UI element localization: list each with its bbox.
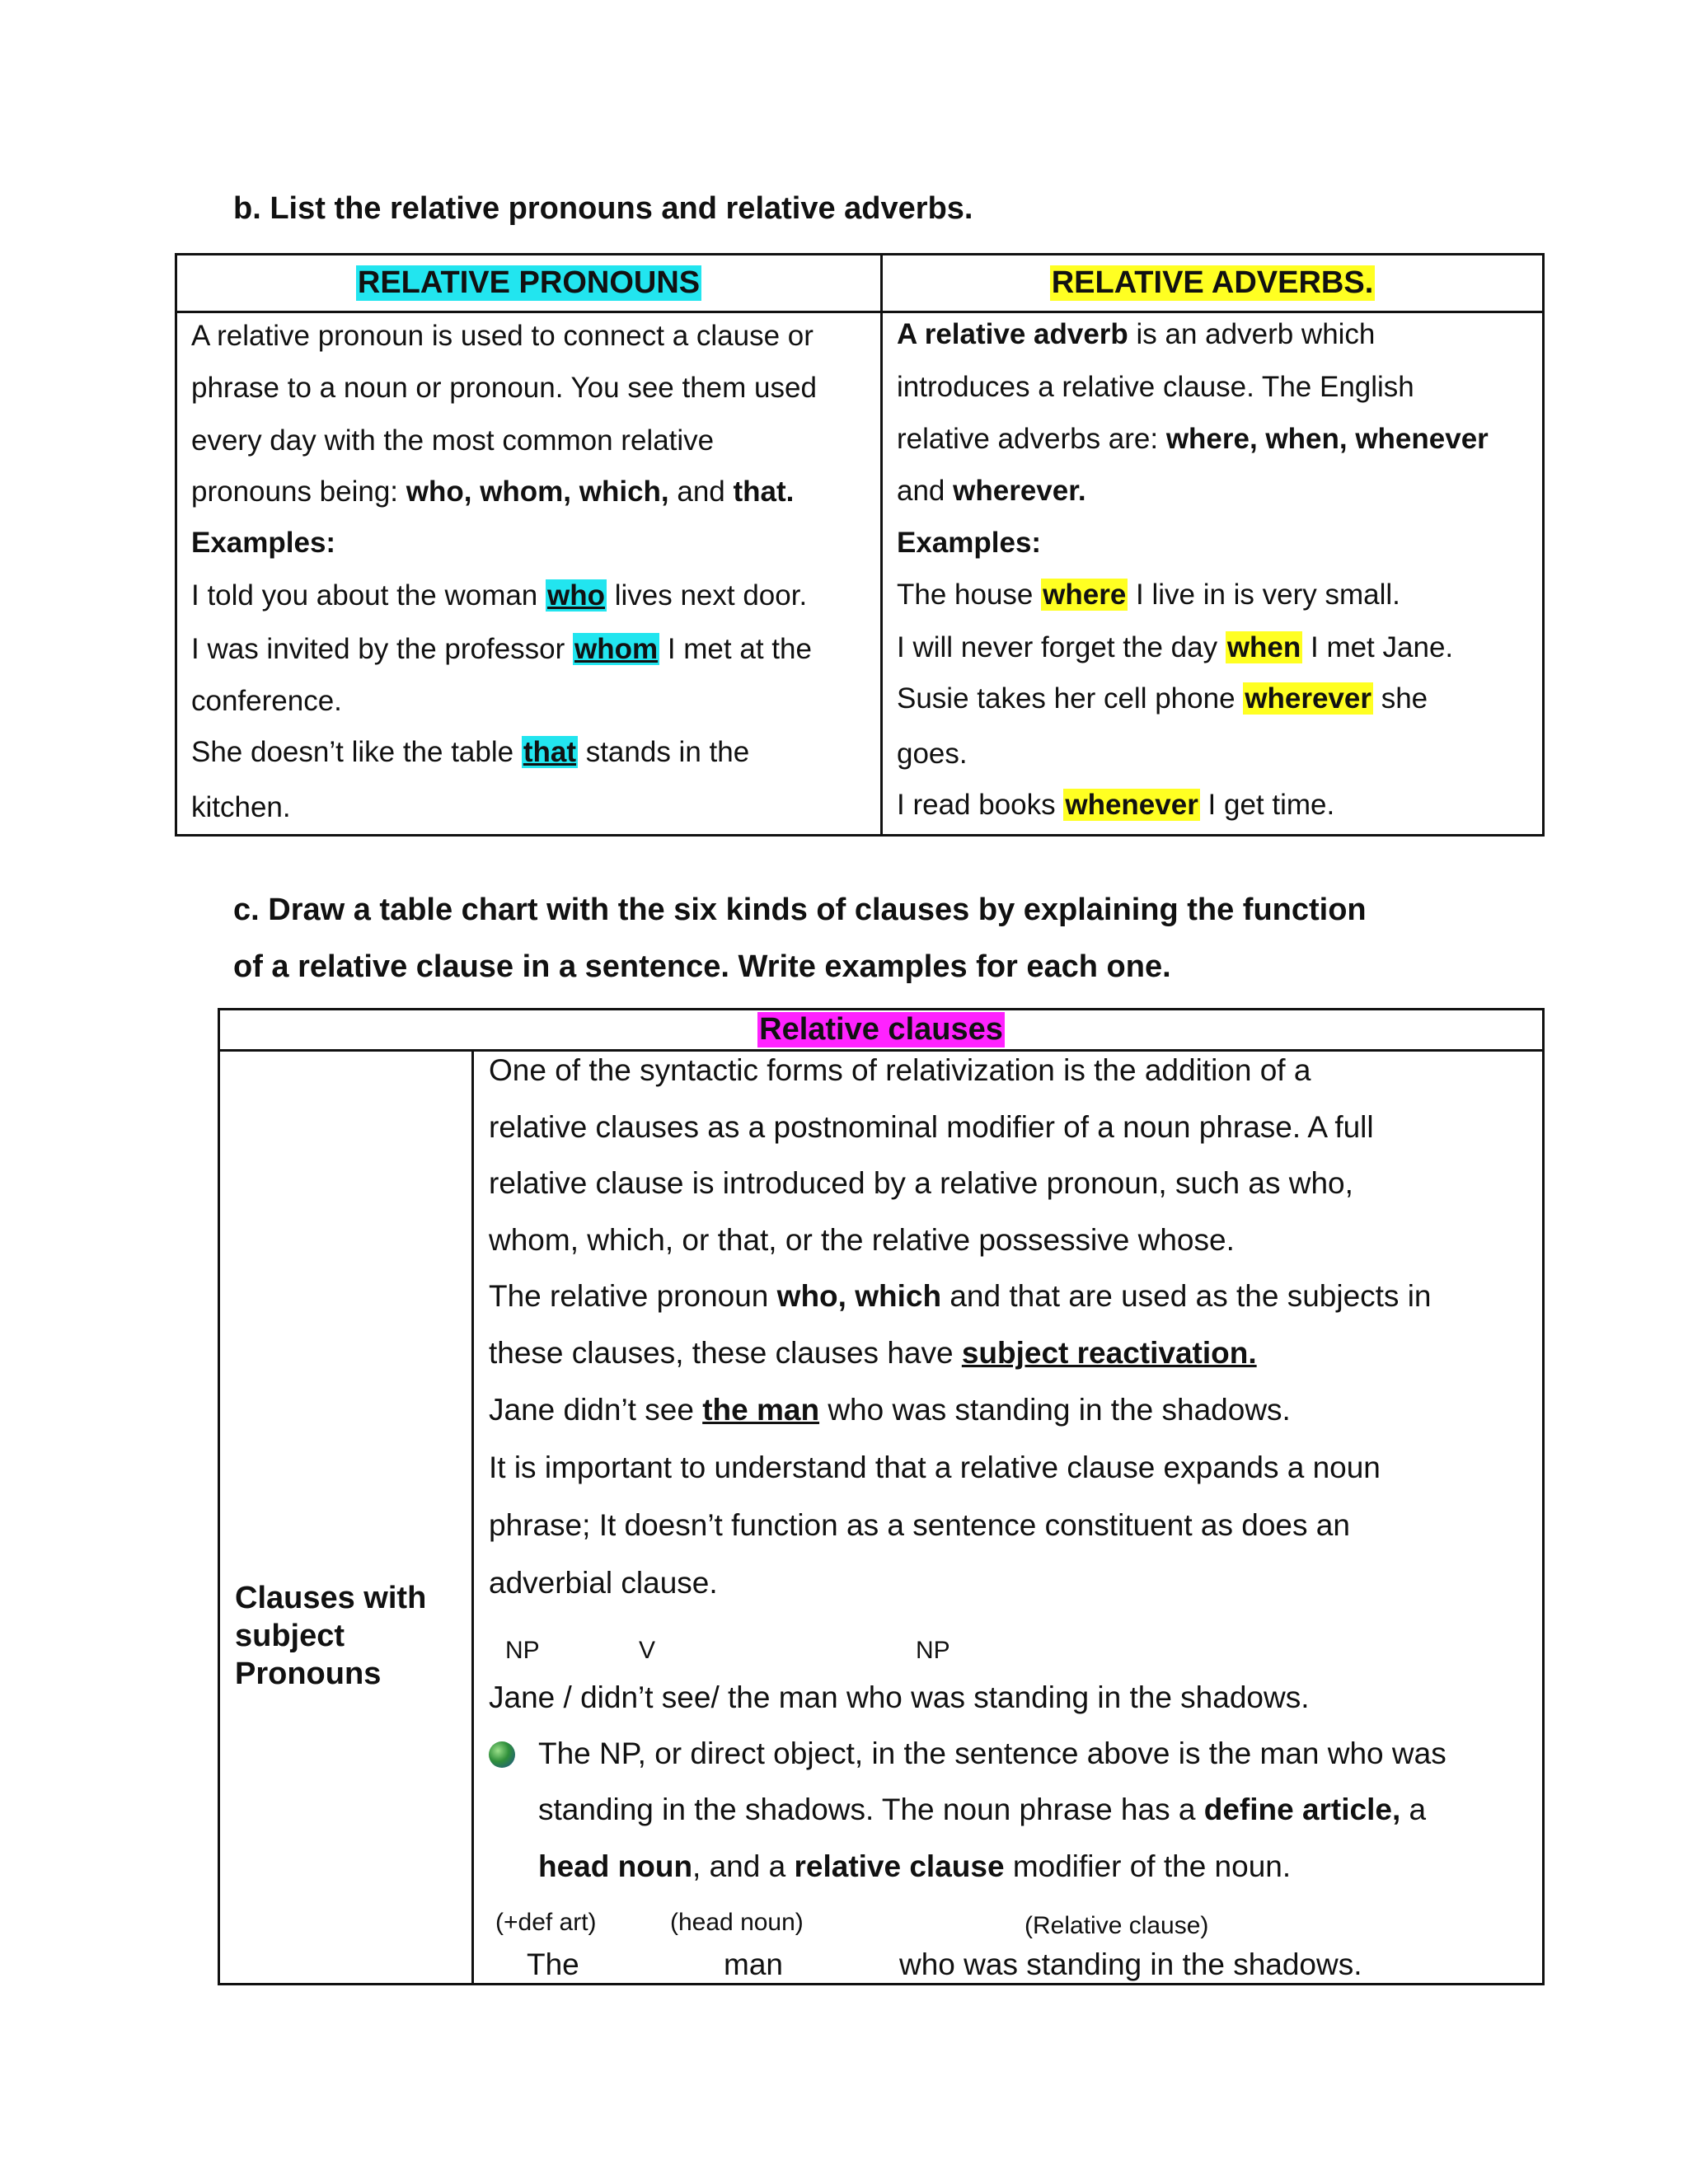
body-line: whom, which, or that, or the relative possessive whose. (489, 1223, 1235, 1257)
pronoun-example: I told you about the woman who lives next door. (191, 579, 808, 612)
example-word: The (527, 1947, 579, 1981)
adverb-example: I will never forget the day when I met Jane. (897, 631, 1454, 663)
body-line: phrase; It doesn’t function as a sentence constituent as does an (489, 1508, 1350, 1542)
row-label-line: Clauses with (235, 1581, 427, 1615)
pronoun-example: conference. (191, 685, 342, 717)
highlighted-pronoun: whom (574, 633, 659, 665)
body-line: adverbial clause. (489, 1566, 718, 1600)
body-line: these clauses, these clauses have subject reactivation. (489, 1336, 1257, 1370)
adverbs-header-text: RELATIVE ADVERBS. (1051, 265, 1374, 300)
body-line: Jane / didn’t see/ the man who was standing in the shadows. (489, 1680, 1310, 1714)
body-line: relative clause is introduced by a relative pronoun, such as who, (489, 1166, 1353, 1200)
pronouns-line: pronouns being: who, whom, which, and that. (191, 476, 795, 508)
adverbs-line: and wherever. (897, 475, 1086, 507)
example-word: man (724, 1947, 783, 1981)
adverbs-line: introduces a relative clause. The English (897, 371, 1414, 403)
bullet-line: The NP, or direct object, in the sentence above is the man who was (538, 1736, 1447, 1770)
highlighted-adverb: where (1043, 579, 1127, 611)
relative-clauses-header-text: Relative clauses (759, 1012, 1003, 1047)
adverb-example: I read books whenever I get time. (897, 789, 1335, 821)
globe-bullet-icon (489, 1741, 515, 1768)
pronouns-line: every day with the most common relative (191, 424, 715, 457)
table-divider (177, 311, 1542, 313)
body-line: relative clauses as a postnominal modifier of a noun phrase. A full (489, 1110, 1374, 1144)
adverbs-line: relative adverbs are: where, when, whenever (897, 423, 1489, 455)
def-article-tag: (+def art) (495, 1909, 597, 1936)
row-label-line: Pronouns (235, 1657, 382, 1691)
adverbs-line: A relative adverb is an adverb which (897, 318, 1376, 350)
highlighted-pronoun: who (547, 579, 605, 612)
highlighted-adverb: whenever (1065, 789, 1198, 821)
pronoun-example: I was invited by the professor whom I met at the (191, 633, 812, 665)
adverbs-column-header (883, 255, 1542, 311)
np-tag: NP (916, 1637, 950, 1664)
relative-clauses-table (218, 1008, 1545, 1985)
row-label (235, 1579, 426, 1693)
table-divider (471, 1052, 474, 1983)
section-b-heading: b. List the relative pronouns and relative adverbs. (233, 191, 973, 226)
adverb-example: Susie takes her cell phone wherever she (897, 682, 1428, 715)
body-line: Jane didn’t see the man who was standing in the shadows. (489, 1393, 1291, 1427)
adverb-example: goes. (897, 738, 968, 770)
pronouns-header-text: RELATIVE PRONOUNS (357, 265, 701, 300)
highlighted-adverb: when (1226, 631, 1301, 663)
section-c-heading: c. Draw a table chart with the six kinds of clauses by explaining the function (233, 893, 1367, 927)
body-line: One of the syntactic forms of relativization is the addition of a (489, 1053, 1311, 1087)
highlighted-adverb: wherever (1245, 682, 1372, 715)
head-noun-tag: (head noun) (670, 1909, 804, 1936)
pronouns-line: phrase to a noun or pronoun. You see them used (191, 372, 817, 404)
highlighted-pronoun: that (523, 736, 576, 768)
pronouns-column-header (177, 255, 880, 311)
body-line: It is important to understand that a relative clause expands a noun (489, 1451, 1381, 1484)
row-label-line: subject (235, 1619, 345, 1653)
table-divider (880, 255, 883, 834)
example-word: who was standing in the shadows. (899, 1947, 1362, 1981)
relative-clauses-header (220, 1010, 1542, 1049)
pronoun-example: She doesn’t like the table that stands in the (191, 736, 750, 768)
body-line: The relative pronoun who, which and that are used as the subjects in (489, 1279, 1432, 1313)
pronoun-example: kitchen. (191, 791, 291, 823)
adverbs-examples-label: Examples: (897, 527, 1042, 559)
verb-tag: V (639, 1637, 656, 1664)
bullet-line: head noun, and a relative clause modifier of the noun. (538, 1849, 1292, 1883)
adverb-example: The house where I live in is very small. (897, 579, 1400, 611)
section-c-heading: of a relative clause in a sentence. Write examples for each one. (233, 949, 1171, 984)
relative-clause-tag: (Relative clause) (1025, 1912, 1209, 1939)
pronouns-line: A relative pronoun is used to connect a clause or (191, 320, 814, 352)
relative-pronouns-adverbs-table (175, 253, 1545, 837)
np-tag: NP (505, 1637, 540, 1664)
bullet-line: standing in the shadows. The noun phrase has a define article, a (538, 1793, 1427, 1826)
pronouns-examples-label: Examples: (191, 527, 336, 559)
table-divider (220, 1049, 1542, 1052)
